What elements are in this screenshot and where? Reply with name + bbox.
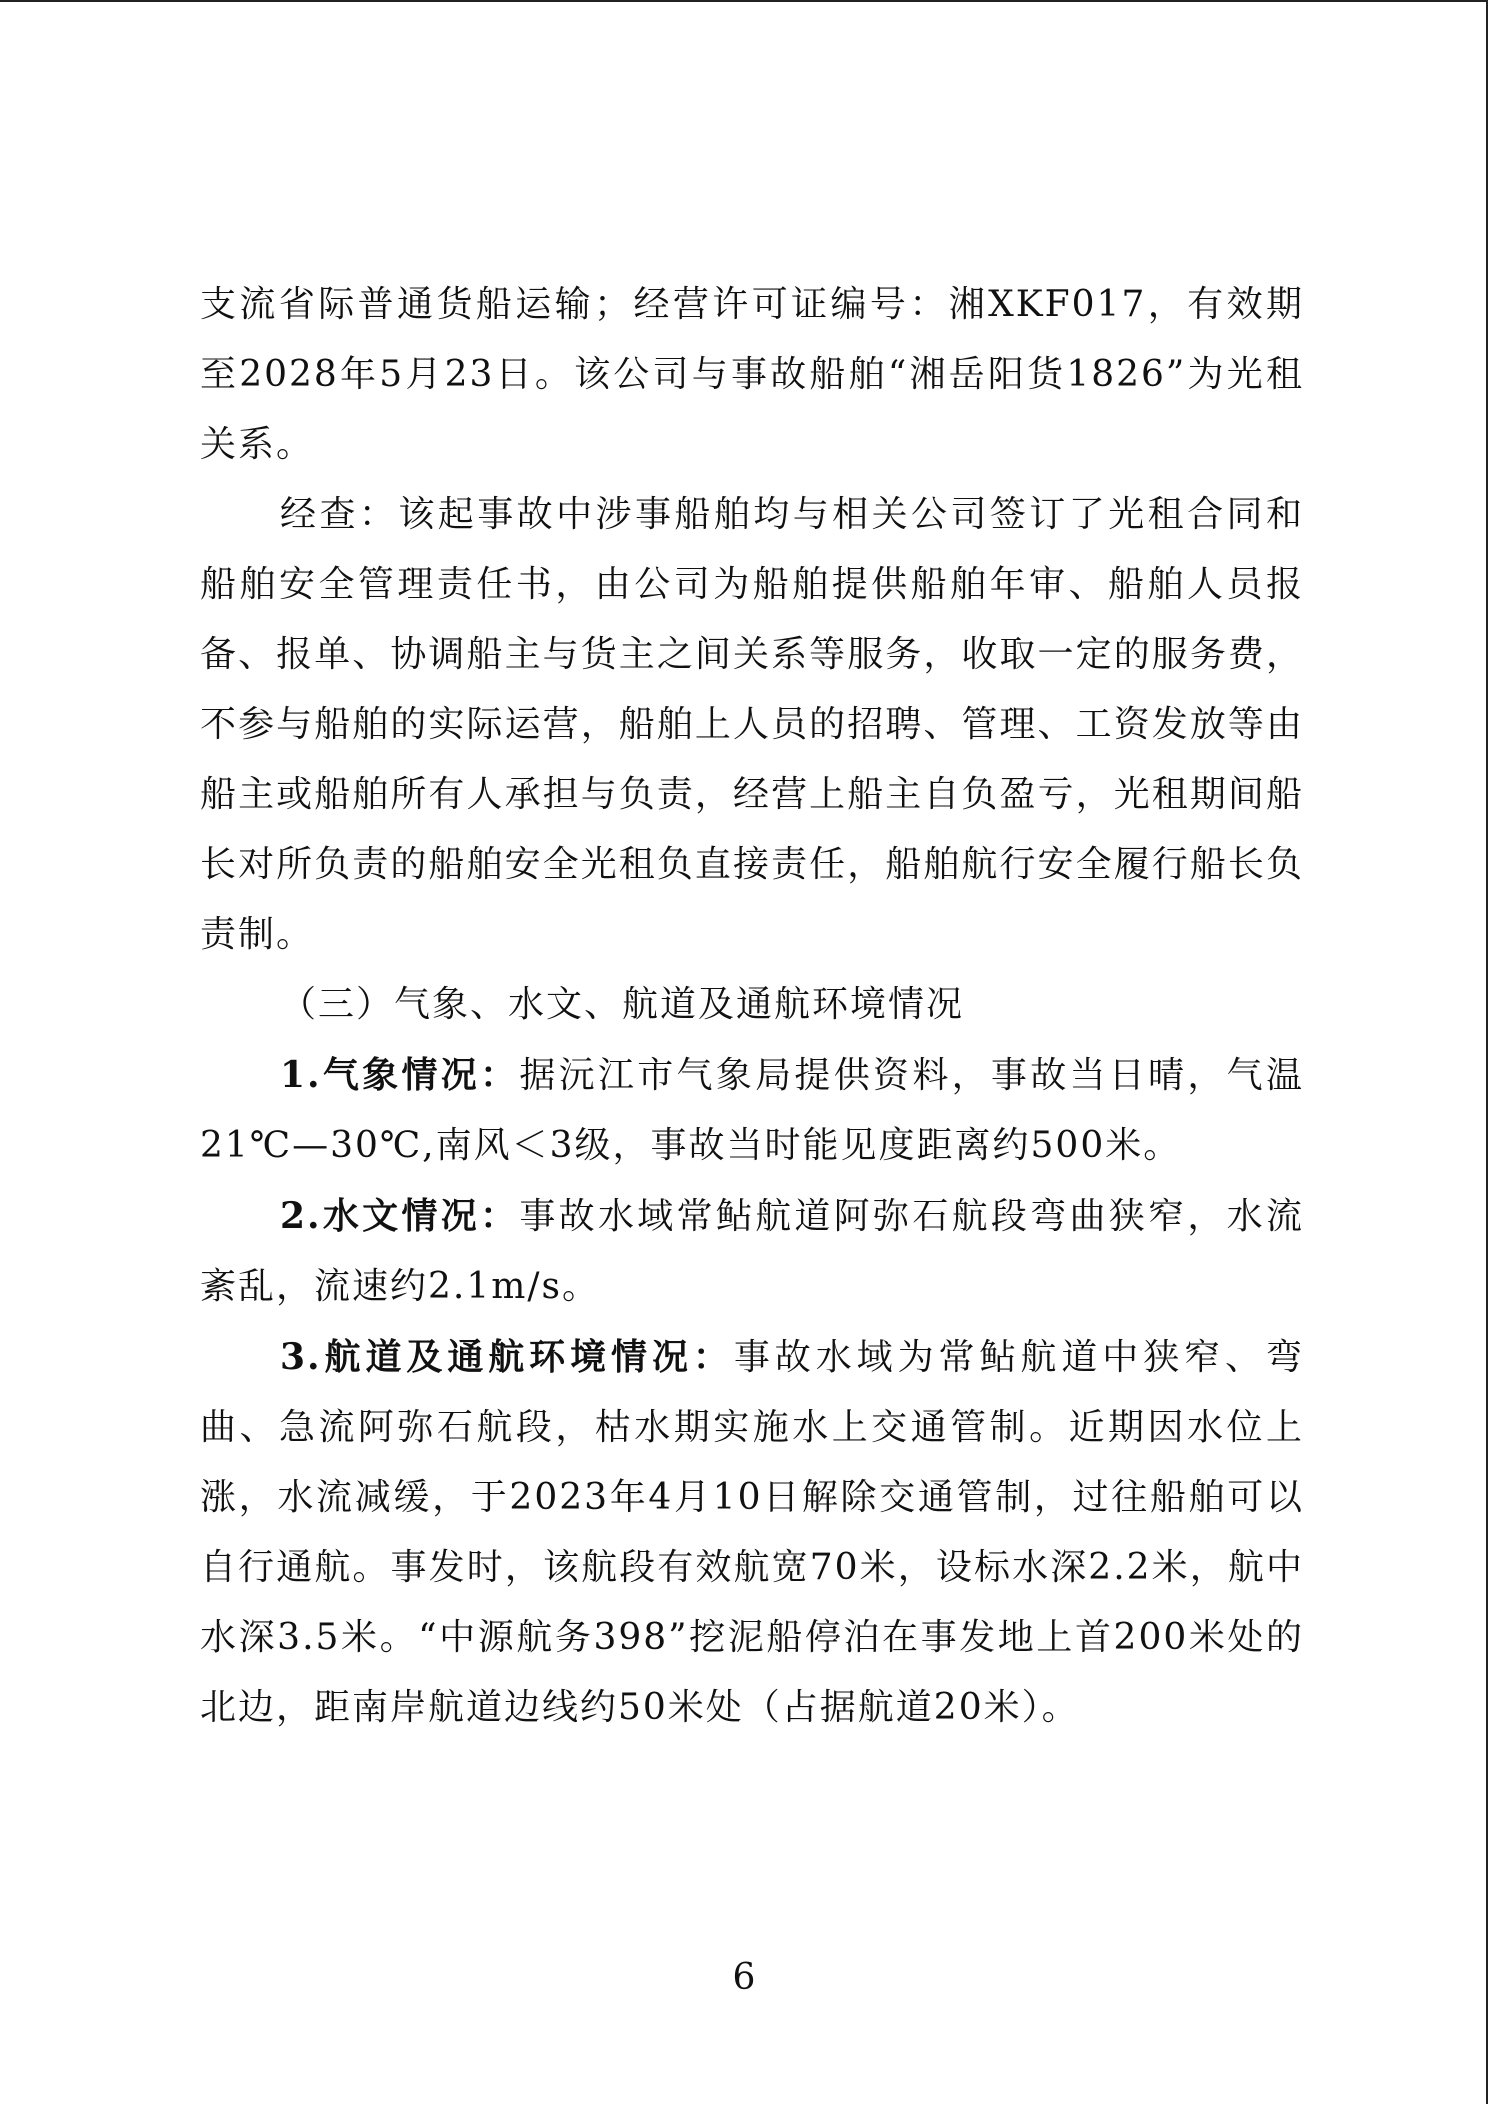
page-number: 6	[732, 1957, 756, 1998]
weather-label: 1.气象情况：	[280, 1054, 520, 1096]
channel-text: 事故水域为常鲇航道中狭窄、弯曲、急流阿弥石航段，枯水期实施水上交通管制。近期因水位上涨，水流减缓，于2023年4月10日解除交通管制，过往船舶可以自行通航。事发时，该航段有效航宽70米，设标水深2.2米，航中水深3.5米。“中源航务398”挖泥船停泊在事发地上首200米处的北边，距南岸航道边线约50米处（占据航道20米）。	[200, 1337, 1304, 1728]
weather-text: 据沅江市气象局提供资料，事故当日晴，气温21℃—30℃,南风＜3级，事故当时能见度距离约500米。	[200, 1055, 1304, 1166]
section-heading-environment: （三）气象、水文、航道及通航环境情况	[280, 984, 965, 1025]
hydrology-text: 事故水域常鲇航道阿弥石航段弯曲狭窄，水流紊乱，流速约2.1m/s。	[200, 1196, 1304, 1307]
paragraph-hydrology	[200, 1181, 1304, 1322]
paragraph-investigation: 经查：该起事故中涉事船舶均与相关公司签订了光租合同和船舶安全管理责任书，由公司为船舶提供船舶年审、船舶人员报备、报单、协调船主与货主之间关系等服务，收取一定的服务费，不参与船舶的实际运营，船舶上人员的招聘、管理、工资发放等由船主或船舶所有人承担与负责，经营上船主自负盈亏，光租期间船长对所负责的船舶安全光租负直接责任，船舶航行安全履行船长负责制。	[200, 494, 1304, 955]
channel-label: 3.航道及通航环境情况：	[280, 1336, 734, 1378]
paragraph-channel	[200, 1322, 1304, 1743]
document-body	[200, 270, 1304, 1743]
hydrology-label: 2.水文情况：	[280, 1195, 520, 1237]
paragraph-company-license: 支流省际普通货船运输；经营许可证编号：湘XKF017，有效期至2028年5月23日。该公司与事故船舶“湘岳阳货1826”为光租关系。	[200, 284, 1304, 465]
paragraph-weather	[200, 1040, 1304, 1181]
